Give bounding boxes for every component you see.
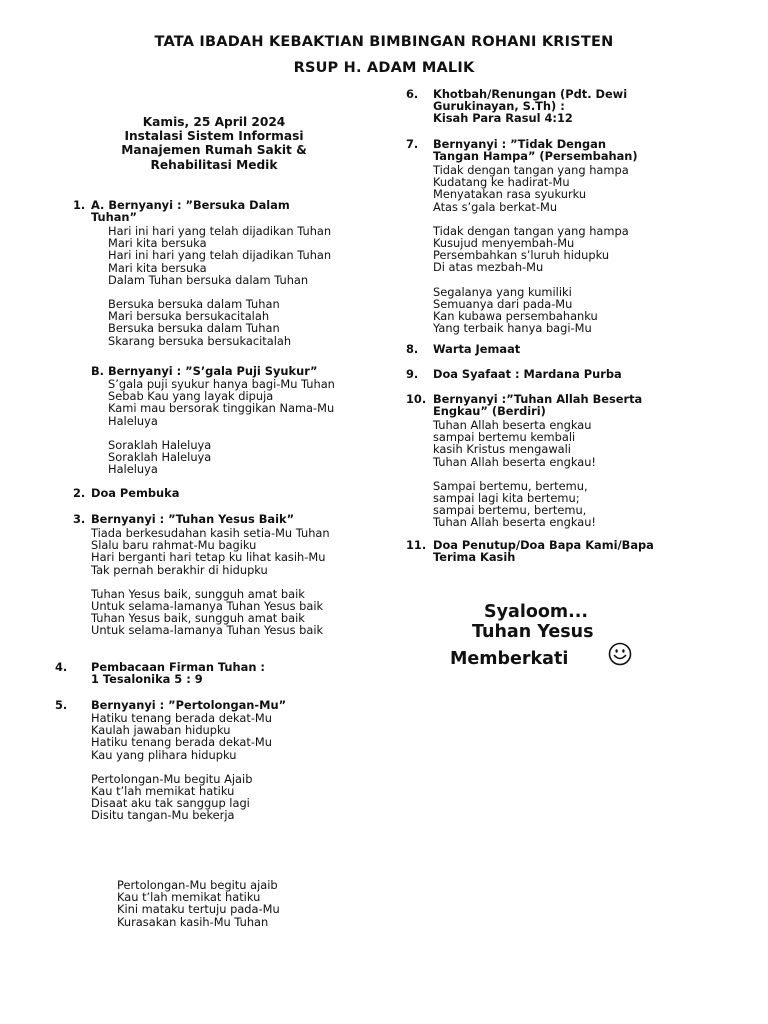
lyric-line: kasih Kristus mengawali — [433, 442, 571, 457]
item-title-line: Bernyanyi :”Tuhan Allah Beserta — [433, 392, 643, 406]
lyric-line: Sebab Kau yang layak dipuja — [108, 389, 274, 404]
lyric-line: Tidak dengan tangan yang hampa — [433, 163, 629, 177]
hospital-name: RSUP H. ADAM MALIK — [293, 60, 475, 76]
lyric-line: Kan kubawa persembahanku — [433, 309, 598, 324]
lyric-line: Kau t’lah memikat hatiku — [117, 890, 261, 905]
lyric-line: Kusujud menyembah-Mu — [433, 236, 575, 251]
lyric-line: Disaat aku tak sanggup lagi — [91, 796, 250, 811]
verse-gap — [433, 213, 629, 225]
lyric-line: Hatiku tenang berada dekat-Mu — [91, 735, 272, 750]
lyric-line: Tak pernah berakhir di hidupku — [91, 562, 268, 577]
item-3-title: Bernyanyi : ”Tuhan Yesus Baik” — [91, 512, 295, 526]
lyric-line: Mari kita bersuka — [108, 236, 207, 251]
item-title-line: Bernyanyi : ”Tidak Dengan — [433, 137, 606, 151]
lyric-line: Semuanya dari pada-Mu — [433, 296, 573, 311]
song-lyrics — [108, 225, 331, 347]
item-8-title: Warta Jemaat — [433, 342, 521, 356]
item-title-line: Tuhan” — [91, 210, 138, 225]
lyric-line: Pertolongan-Mu begitu ajaib — [117, 878, 278, 892]
lyric-line: Soraklah Haleluya — [108, 450, 212, 465]
item-10-title — [433, 393, 642, 417]
lyric-line: Mari kita bersuka — [108, 260, 207, 275]
item-title-line: Doa Penutup/Doa Bapa Kami/Bapa — [433, 538, 654, 552]
item-title-line: Gurukinayan, S.Th) : — [433, 99, 565, 114]
song-lyrics — [117, 879, 280, 928]
lyric-line: Bersuka bersuka dalam Tuhan — [108, 321, 280, 336]
song-lyrics — [433, 419, 596, 529]
lyric-line: Menyatakan rasa syukurku — [433, 187, 587, 202]
item-4-title — [91, 661, 265, 685]
lyric-line: Kau yang plihara hidupku — [91, 747, 237, 762]
lyric-line: Tuhan Yesus baik, sungguh amat baik — [91, 586, 305, 601]
lyric-line: Hatiku tenang berada dekat-Mu — [91, 711, 272, 725]
lyric-line: Dalam Tuhan bersuka dalam Tuhan — [108, 272, 309, 287]
lyric-line: Soraklah Haleluya — [108, 437, 212, 452]
lyric-line: sampai lagi kita bertemu; — [433, 491, 580, 506]
item-title-line: Pembacaan Firman Tuhan : — [91, 660, 265, 674]
lyric-line: sampai bertemu kembali — [433, 430, 576, 445]
item-title-line: 1 Tesalonika 5 : 9 — [91, 672, 203, 687]
item-1a-title — [91, 199, 290, 223]
item-number: 7. — [406, 137, 419, 151]
lyric-line: Bersuka bersuka dalam Tuhan — [108, 297, 280, 312]
event-host-line: Manajemen Rumah Sakit & — [121, 143, 307, 158]
item-title-line: Tangan Hampa” (Persembahan) — [433, 149, 638, 164]
item-number: 8. — [406, 342, 419, 356]
lyric-line: Kurasakan kasih-Mu Tuhan — [117, 914, 269, 929]
item-6-title — [433, 88, 627, 125]
lyric-line: Slalu baru rahmat-Mu bagiku — [91, 538, 257, 553]
verse-gap — [108, 427, 335, 439]
item-title-line: Kisah Para Rasul 4:12 — [433, 111, 573, 126]
closing-blessing: Memberkati — [450, 649, 569, 669]
lyric-line: Hari berganti hari tetap ku lihat kasih-Mu — [91, 550, 326, 565]
lyric-line: Pertolongan-Mu begitu Ajaib — [91, 771, 253, 786]
lyric-line: Segalanya yang kumiliki — [433, 284, 572, 299]
lyric-line: Yang terbaik hanya bagi-Mu — [433, 321, 592, 336]
item-number: 2. — [73, 486, 86, 500]
lyric-line: Sampai bertemu, bertemu, — [433, 478, 588, 493]
lyric-line: Kami mau bersorak tinggikan Nama-Mu — [108, 401, 335, 416]
song-lyrics — [91, 712, 272, 822]
lyric-line: Tuhan Allah beserta engkau — [433, 418, 592, 432]
verse-gap — [91, 576, 330, 588]
item-number: 1. — [73, 198, 86, 212]
lyric-line: Tuhan Allah beserta engkau! — [433, 515, 596, 530]
item-7-title — [433, 138, 638, 162]
item-title-line: A. Bernyanyi : ”Bersuka Dalam — [91, 198, 290, 212]
closing-greeting: Syaloom... — [484, 602, 589, 622]
item-title-line: Engkau” (Berdiri) — [433, 404, 546, 419]
item-number: 6. — [406, 87, 419, 101]
lyric-line: Tuhan Yesus baik, sungguh amat baik — [91, 611, 305, 626]
event-host-line: Rehabilitasi Medik — [150, 157, 278, 172]
item-number: 10. — [406, 392, 427, 406]
document-title: TATA IBADAH KEBAKTIAN BIMBINGAN ROHANI KRISTEN — [154, 34, 614, 50]
song-lyrics — [433, 164, 629, 334]
item-number: 5. — [55, 698, 68, 712]
lyric-line: Disitu tangan-Mu bekerja — [91, 808, 235, 823]
lyric-line: Untuk selama-lamanya Tuhan Yesus baik — [91, 623, 324, 638]
item-number: 4. — [55, 660, 68, 674]
item-5-title: Bernyanyi : ”Pertolongan-Mu” — [91, 698, 287, 712]
item-title-line: Khotbah/Renungan (Pdt. Dewi — [433, 87, 628, 101]
lyric-line: Skarang bersuka bersukacitalah — [108, 333, 292, 348]
lyric-line: Persembahkan s’luruh hidupku — [433, 248, 610, 263]
song-lyrics — [91, 527, 330, 637]
lyric-line: Atas s’gala berkat-Mu — [433, 199, 558, 214]
item-title-line: Terima Kasih — [433, 550, 516, 565]
verse-gap — [433, 468, 596, 480]
lyric-line: Kau t’lah memikat hatiku — [91, 784, 235, 799]
lyric-line: Untuk selama-lamanya Tuhan Yesus baik — [91, 599, 324, 614]
event-info — [108, 115, 320, 172]
lyric-line: Tiada berkesudahan kasih setia-Mu Tuhan — [91, 526, 330, 540]
event-date: Kamis, 25 April 2024 — [142, 115, 286, 129]
item-number: 11. — [406, 538, 427, 552]
verse-gap — [433, 274, 629, 286]
smiley-icon — [608, 642, 632, 666]
lyric-line: Mari bersuka bersukacitalah — [108, 309, 270, 324]
verse-gap — [91, 761, 272, 773]
item-11-title — [433, 539, 654, 563]
item-number: 3. — [73, 512, 86, 526]
song-lyrics — [108, 378, 335, 475]
lyric-line: Kaulah jawaban hidupku — [91, 723, 231, 738]
event-host-line: Instalasi Sistem Informasi — [124, 129, 304, 144]
item-number: 9. — [406, 367, 419, 381]
item-1b-title: B. Bernyanyi : ”S’gala Puji Syukur” — [91, 364, 318, 378]
lyric-line: Di atas mezbah-Mu — [433, 260, 544, 275]
lyric-line: Kini mataku tertuju pada-Mu — [117, 902, 280, 917]
lyric-line: Tidak dengan tangan yang hampa — [433, 223, 629, 238]
closing-line: Tuhan Yesus — [472, 622, 594, 642]
lyric-line: Haleluya — [108, 462, 158, 477]
item-2-title: Doa Pembuka — [91, 486, 180, 500]
lyric-line: Haleluya — [108, 413, 158, 428]
lyric-line: Hari ini hari yang telah dijadikan Tuhan — [108, 224, 332, 238]
lyric-line: S’gala puji syukur hanya bagi-Mu Tuhan — [108, 377, 335, 391]
lyric-line: Kudatang ke hadirat-Mu — [433, 175, 570, 190]
item-9-title: Doa Syafaat : Mardana Purba — [433, 367, 622, 381]
lyric-line: Tuhan Allah beserta engkau! — [433, 454, 596, 469]
lyric-line: Hari ini hari yang telah dijadikan Tuhan — [108, 248, 332, 263]
lyric-line: sampai bertemu, bertemu, — [433, 503, 587, 518]
